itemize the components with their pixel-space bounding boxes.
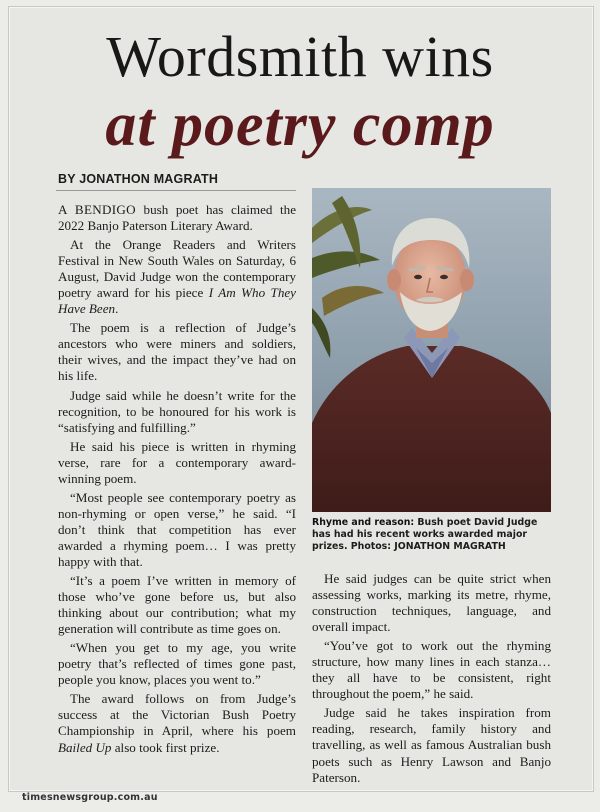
headline-line-1: Wordsmith wins <box>106 24 494 89</box>
article-column-1 <box>58 202 296 756</box>
caption-text: Bush poet David Judge has had his recent works awarded major prizes. Photos: JONATHON MAGRATH <box>312 517 538 553</box>
paragraph-2-end: . <box>115 301 119 317</box>
article-column-2 <box>312 571 551 786</box>
portrait-illustration <box>312 188 551 512</box>
poem-title-2: Bailed Up <box>58 739 112 755</box>
paragraph-4: Judge said while he doesn’t write for the recognition, to be honoured for his work is “satisfying and fulfilling.” <box>58 387 296 435</box>
paragraph-1-text: bush poet has claimed the 2022 Banjo Paterson Literary Award. <box>58 202 297 234</box>
paragraph-1 <box>58 202 296 234</box>
paragraph-9 <box>58 691 296 755</box>
portrait-photo <box>312 188 551 512</box>
paragraph-7: “It’s a poem I’ve written in memory of those who’ve gone before us, but also thinking about our contribution; what my generation will contribute as time goes on. <box>58 573 296 637</box>
paragraph-2-text: At the Orange Readers and Writers Festival in New South Wales on Saturday, 6 August, David Judge won the contemporary poetry award for his piece <box>58 237 296 301</box>
paragraph-10: He said judges can be quite strict when assessing works, marking its metre, rhyme, construction techniques, language, and overall impact. <box>312 571 551 635</box>
headline-line-2: at poetry comp <box>105 91 495 159</box>
poem-title: I Am Who They Have Been <box>58 285 296 317</box>
photo-caption <box>312 517 551 554</box>
caption-lead: Rhyme and reason: <box>312 517 415 528</box>
paragraph-8: “When you get to my age, you write poetry that’s reflected of times gone past, people you know, places you went to.” <box>58 640 296 688</box>
byline-rule <box>56 190 296 191</box>
footer-site: timesnewsgroup.com.au <box>22 792 158 803</box>
paragraph-2 <box>58 237 296 317</box>
paragraph-11: “You’ve got to work out the rhyming structure, how many lines in each stanza… they all have to be consistent, right throughout the poem,” he said. <box>312 638 551 702</box>
paragraph-9-text: The award follows on from Judge’s success at the Victorian Bush Poetry Championship in April, where his poem <box>58 691 296 739</box>
paragraph-3: The poem is a reflection of Judge’s ancestors who were miners and soldiers, their wives, and the impact they’ve had on his life. <box>58 320 296 384</box>
paragraph-5: He said his piece is written in rhyming verse, rare for a contemporary award-winning poem. <box>58 438 296 486</box>
paragraph-6: “Most people see contemporary poetry as non-rhyming or open verse,” he said. “I don’t think that competition has ever awarded a rhyming poem… I was pretty happy with that. <box>58 489 296 569</box>
paragraph-12: Judge said he takes inspiration from reading, research, family history and travelling, as well as famous Australian bush poets such as Henry Lawson and Banjo Paterson. <box>312 705 551 785</box>
lead-cap: A BENDIGO <box>58 202 136 217</box>
paragraph-9-end: also took first prize. <box>111 739 220 755</box>
byline: BY JONATHON MAGRATH <box>58 172 219 186</box>
